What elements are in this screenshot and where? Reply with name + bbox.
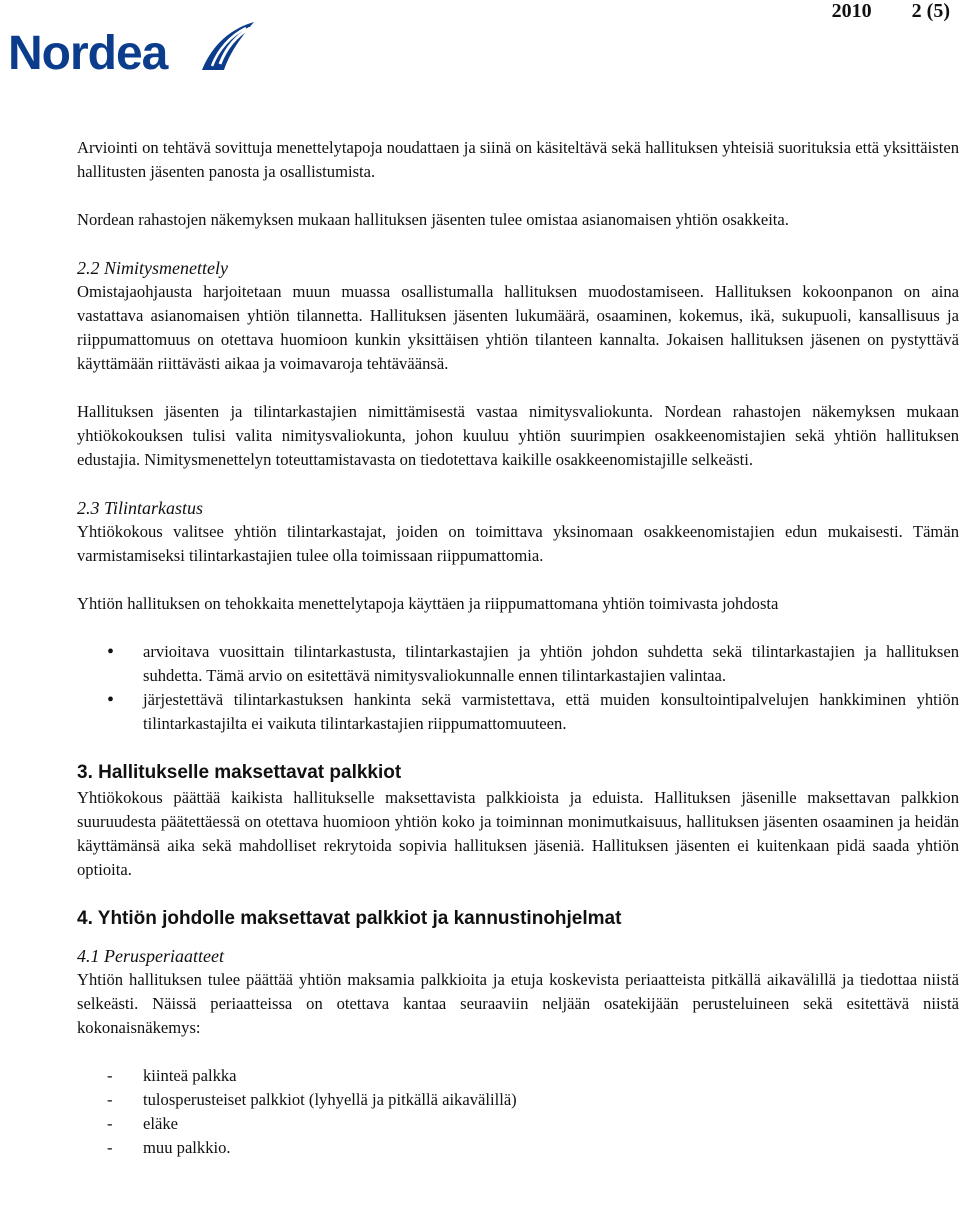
page-header bbox=[792, 0, 950, 23]
list-item: - muu palkkio. bbox=[77, 1136, 959, 1160]
list-item: • arvioitava vuosittain tilintarkastusta, tilintarkastajien ja yhtiön johdon suhdetta sekä tilintarkastajien ja hallituksen suhdetta. Tämä arvio on esitettävä nimitysvaliokunnalle ennen tilintarkastajien valintaa. bbox=[77, 640, 959, 688]
audit-bullet-list bbox=[77, 640, 959, 736]
section-2-2-title: 2.2 Nimitysmenettely bbox=[77, 258, 228, 278]
paragraph-nomination-committee: Hallituksen jäsenten ja tilintarkastajien nimittämisestä vastaa nimitysvaliokunta. Nordean rahastojen näkemyksen mukaan yhtiökokouksen tulisi valita nimitysvaliokunta, johon kuuluu yhtiön suurimpien osakkeenomistajien sekä yhtiön hallituksen edustajia. Nimitysmenettelyn toteuttamistavasta on tiedotettava kaikille osakkeenomistajille selkeästi. bbox=[77, 402, 959, 469]
section-3-title: 3. Hallitukselle maksettavat palkkiot bbox=[77, 762, 402, 783]
section-4-title: 4. Yhtiön johdolle maksettavat palkkiot ja kannustinohjelmat bbox=[77, 908, 622, 929]
compensation-dash-list bbox=[77, 1064, 959, 1160]
logo-wordmark: Nordea bbox=[8, 27, 168, 80]
paragraph-auditors: Yhtiökokous valitsee yhtiön tilintarkastajat, joiden on toimittava yksinomaan osakkeenomistajien edun mukaisesti. Tämän varmistamiseksi tilintarkastajien tulee olla toimissaan riippumattomia. bbox=[77, 522, 959, 565]
paragraph-evaluation: Arviointi on tehtävä sovittuja menettelytapoja noudattaen ja siinä on käsiteltävä sekä hallituksen yhteisiä suorituksia että yksittäisten hallitusten jäsenten panosta ja osallistumista. bbox=[77, 138, 959, 181]
list-item: - tulosperusteiset palkkiot (lyhyellä ja pitkällä aikavälillä) bbox=[77, 1088, 959, 1112]
header-page-number: 2 (5) bbox=[911, 0, 950, 22]
document-body bbox=[77, 136, 959, 1160]
sail-icon bbox=[196, 20, 256, 72]
paragraph-board-audit: Yhtiön hallituksen on tehokkaita menettelytapoja käyttäen ja riippumattomana yhtiön toimivasta johdosta bbox=[77, 594, 779, 613]
paragraph-nomination: Omistajaohjausta harjoitetaan muun muassa osallistumalla hallituksen muodostamiseen. Hallituksen kokoonpanon on aina vastattava asianomaisen yhtiön tilannetta. Hallituksen jäsenten lukumäärä, osaaminen, kokemus, ikä, sukupuoli, kansallisuus ja riippumattomuus on otettava huomioon kunkin yksittäisen yhtiön tilanteen kannalta. Jokaisen hallituksen jäsenen on pystyttävä käyttämään riittävästi aikaa ja voimavaroja tehtäväänsä. bbox=[77, 282, 959, 373]
section-2-3-title: 2.3 Tilintarkastus bbox=[77, 498, 204, 518]
list-item: - kiinteä palkka bbox=[77, 1064, 959, 1088]
paragraph-shareholding: Nordean rahastojen näkemyksen mukaan hallituksen jäsenten tulee omistaa asianomaisen yhtiön osakkeita. bbox=[77, 210, 789, 229]
paragraph-board-fees: Yhtiökokous päättää kaikista hallitukselle maksettavista palkkioista ja eduista. Hallituksen jäsenille maksettavan palkkion suuruudesta päätettäessä on otettava huomioon yhtiön koko ja toiminnan monimutkaisuus, hallituksen jäsenten osaaminen ja heidän käyttämänsä aika sekä mahdolliset rekrytoida sopivia hallituksen jäseniä. Hallituksen jäsenten ei kuitenkaan pidä saada yhtiön optioita. bbox=[77, 788, 959, 879]
paragraph-principles: Yhtiön hallituksen tulee päättää yhtiön maksamia palkkioita ja etuja koskevista periaatteista pitkällä aikavälillä ja tiedottaa niistä selkeästi. Näissä periaatteissa on otettava kantaa seuraaviin neljään osatekijään perusteluineen sekä esitettävä niistä kokonaisnäkemys: bbox=[77, 970, 959, 1037]
nordea-logo bbox=[8, 20, 253, 78]
list-item: • järjestettävä tilintarkastuksen hankinta sekä varmistettava, että muiden konsultointipalvelujen hankkiminen yhtiön tilintarkastajilta ei vaikuta tilintarkastajien riippumattomuuteen. bbox=[77, 688, 959, 736]
list-item: - eläke bbox=[77, 1112, 959, 1136]
section-4-1-title: 4.1 Perusperiaatteet bbox=[77, 946, 224, 966]
header-year: 2010 bbox=[831, 0, 872, 22]
